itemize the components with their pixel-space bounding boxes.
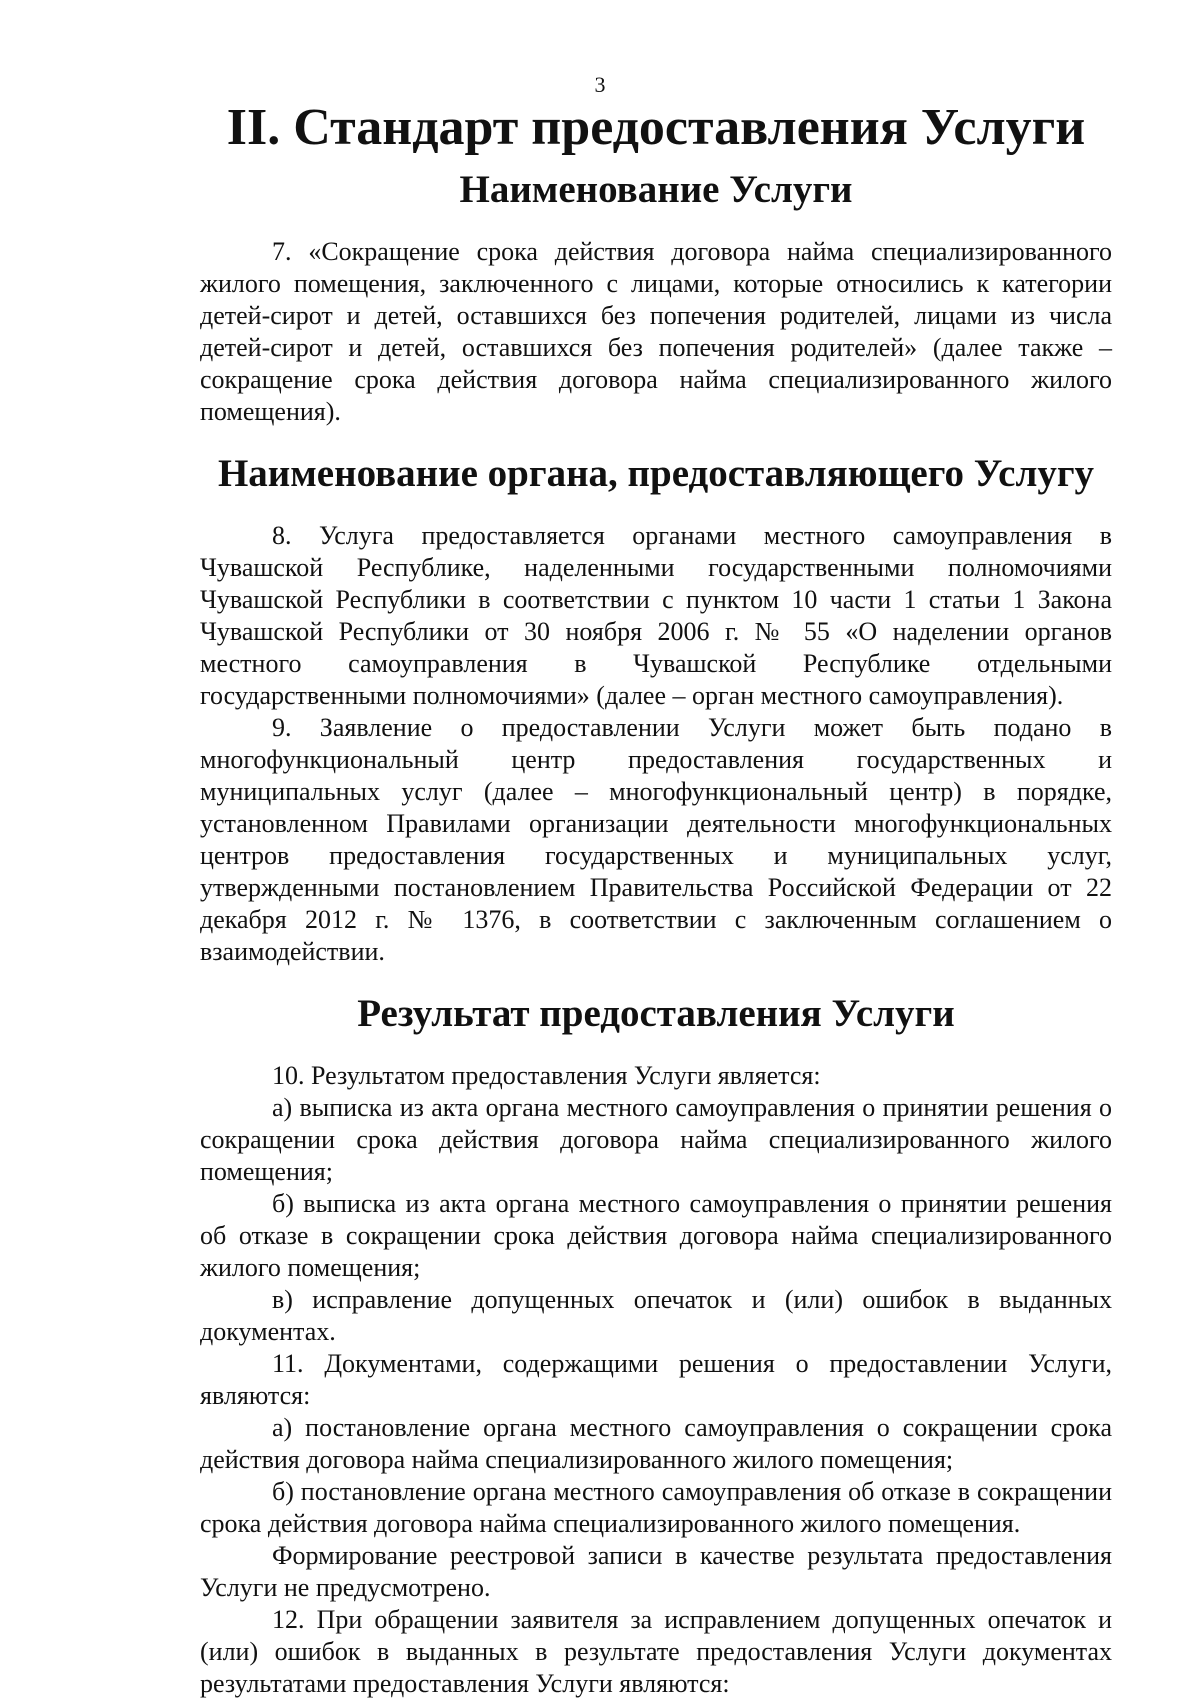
paragraph-8: 8. Услуга предоставляется органами местного самоуправления в Чувашской Республике, наделенными государственными полномочиями Чувашской Республики в соответствии с пунктом 10 части 1 статьи 1 Закона Чувашской Республики от 30 ноября 2006 г. № 55 «О наделении органов местного самоуправления в Чувашской Республике отдельными государственными полномочиями» (далее – орган местного самоуправления). xyxy=(200,521,1112,710)
paragraph-10-a: а) выписка из акта органа местного самоуправления о принятии решения о сокращении срока действия договора найма специализированного жилого помещения; xyxy=(200,1093,1112,1186)
heading-service-name: Наименование Услуги xyxy=(459,168,853,211)
paragraph-11-a: а) постановление органа местного самоуправления о сокращении срока действия договора найма специализированного жилого помещения; xyxy=(200,1413,1112,1474)
paragraph-10-b: б) выписка из акта органа местного самоуправления о принятии решения об отказе в сокращении срока действия договора найма специализированного жилого помещения; xyxy=(200,1189,1112,1282)
paragraph-12: 12. При обращении заявителя за исправлением допущенных опечаток и (или) ошибок в выданных в результате предоставления Услуги документах результатами предоставления Услуги являются: xyxy=(200,1605,1112,1698)
paragraph-10-c: в) исправление допущенных опечаток и (или) ошибок в выданных документах. xyxy=(200,1285,1112,1346)
heading-authority-name: Наименование органа, предоставляющего Услугу xyxy=(217,452,1095,495)
page-number: 3 xyxy=(594,72,606,97)
heading-service-result: Результат предоставления Услуги xyxy=(357,992,955,1035)
paragraph-9: 9. Заявление о предоставлении Услуги может быть подано в многофункциональный центр предоставления государственных и муниципальных услуг (далее – многофункциональный центр) в порядке, установленном Правилами организации деятельности многофункциональных центров предоставления государственных и муниципальных услуг, утвержденными постановлением Правительства Российской Федерации от 22 декабря 2012 г. № 1376, в соответствии с заключенным соглашением о взаимодействии. xyxy=(200,713,1112,966)
section-title: II. Стандарт предоставления Услуги xyxy=(226,99,1086,156)
paragraph-7: 7. «Сокращение срока действия договора найма специализированного жилого помещения, заключенного с лицами, которые относились к категории детей-сирот и детей, оставшихся без попечения родителей, лицами из числа детей-сирот и детей, оставшихся без попечения родителей» (далее также – сокращение срока действия договора найма специализированного жилого помещения). xyxy=(200,237,1112,426)
paragraph-registry-note: Формирование реестровой записи в качестве результата предоставления Услуги не предусмотрено. xyxy=(200,1541,1112,1602)
paragraph-11-b: б) постановление органа местного самоуправления об отказе в сокращении срока действия договора найма специализированного жилого помещения. xyxy=(200,1477,1112,1538)
paragraph-11: 11. Документами, содержащими решения о предоставлении Услуги, являются: xyxy=(200,1349,1112,1410)
paragraph-10: 10. Результатом предоставления Услуги является: xyxy=(272,1061,821,1090)
document-body xyxy=(200,99,1112,1700)
